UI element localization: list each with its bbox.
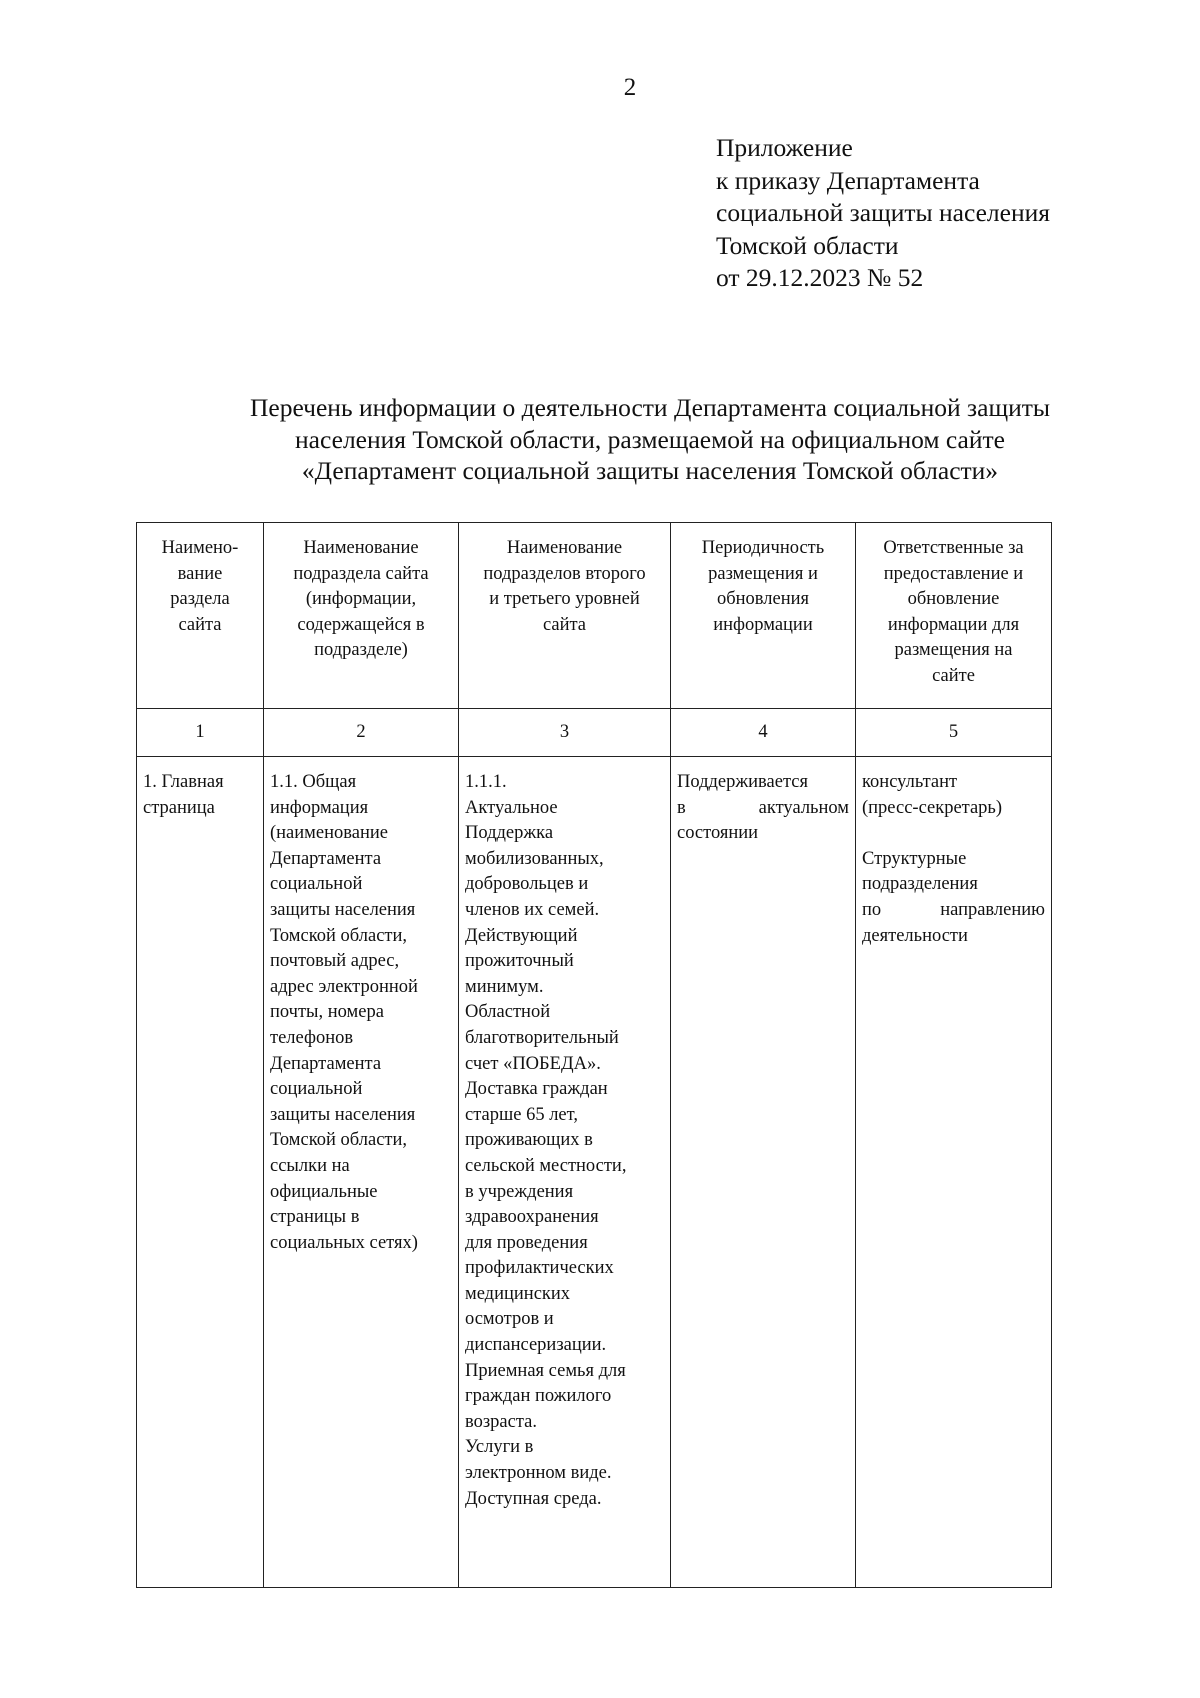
title-line: «Департамент социальной защиты населения Томской области» (301, 456, 999, 485)
header-row (137, 523, 1052, 709)
column-number: 1 (137, 709, 264, 757)
title-line: населения Томской области, размещаемой на официальном сайте (295, 424, 1005, 454)
appendix-line: Приложение (716, 133, 853, 162)
header-cell-2: Наименование подраздела сайта (информации, содержащейся в подразделе) (264, 523, 459, 709)
appendix-line: социальной защиты населения (716, 198, 1050, 228)
page-number: 2 (623, 74, 637, 101)
column-number: 2 (264, 709, 459, 757)
subsection-name-cell: 1.1. Общая информация (наименование Департамента социальной защиты населения Томской области, почтовый адрес, адрес электронной почты, номера телефонов Департамента социальной защиты населения Томской области, ссылки на официальные страницы в социальных сетях) (264, 757, 459, 1588)
column-number: 3 (459, 709, 671, 757)
title-line: Перечень информации о деятельности Департамента социальной защиты (249, 393, 1050, 422)
section-name-cell: 1. Главная страница (137, 757, 264, 1588)
appendix-line: к приказу Департамента (716, 165, 980, 195)
responsible-cell: консультант (пресс-секретарь) Структурные подразделения по направлению деятельности (856, 757, 1052, 1588)
periodicity-cell: Поддерживается в актуальном состоянии (671, 757, 856, 1588)
column-number: 5 (856, 709, 1052, 757)
header-cell-5: Ответственные за предоставление и обновление информации для размещения на сайте (856, 523, 1052, 709)
header-cell-1: Наимено- вание раздела сайта (137, 523, 264, 709)
table-row (137, 757, 1052, 1588)
column-number: 4 (671, 709, 856, 757)
second-level-subsections-cell: 1.1.1. Актуальное Поддержка мобилизованных, добровольцев и членов их семей. Действующий прожиточный минимум. Областной благотворительный счет «ПОБЕДА». Доставка граждан старше 65 лет, проживающих в сельской местности, в учреждения здравоохранения для проведения профилактических медицинских осмотров и диспансеризации. Приемная семья для граждан пожилого возраста. Услуги в электронном виде. Доступная среда. (459, 757, 671, 1588)
information-table (136, 522, 1052, 1588)
appendix-block (716, 132, 1050, 295)
column-number-row (137, 709, 1052, 757)
header-cell-4: Периодичность размещения и обновления информации (671, 523, 856, 709)
document-title (150, 392, 1150, 487)
appendix-line: Томской области (716, 230, 899, 260)
header-cell-3: Наименование подразделов второго и третьего уровней сайта (459, 523, 671, 709)
appendix-line: от 29.12.2023 № 52 (716, 263, 924, 293)
